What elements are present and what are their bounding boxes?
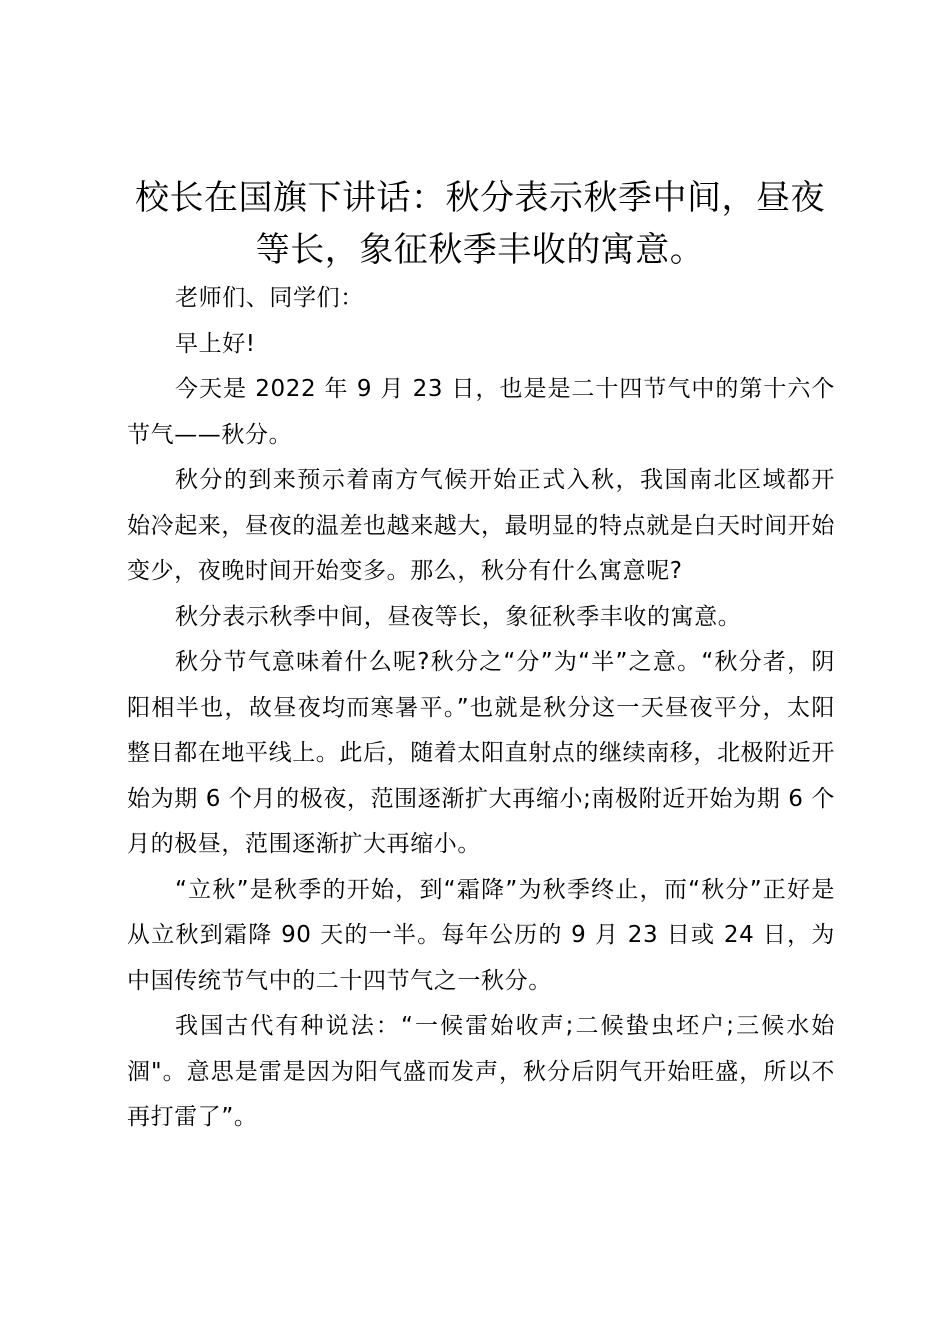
paragraph-greeting: 早上好! bbox=[175, 330, 256, 357]
document-title: 校长在国旗下讲话：秋分表示秋季中间，昼夜等长，象征秋季丰收的寓意。 bbox=[135, 178, 825, 270]
document-body bbox=[127, 276, 835, 1141]
paragraph-definition: 秋分节气意味着什么呢?秋分之“分”为“半”之意。“秋分者，阴阳相半也，故昼夜均而寒暑平。”也就是秋分这一天昼夜平分，太阳整日都在地平线上。此后，随着太阳直射点的继续南移，北极附近开始为期 6 个月的极夜，范围逐渐扩大再缩小;南极附近开始为期 6 个月的极昼，范围逐渐扩大再缩小。 bbox=[127, 649, 835, 857]
paragraph-ancient-saying: 我国古代有种说法：“一候雷始收声;二候蛰虫坯户;三候水始涸"。意思是雷是因为阳气盛而发声，秋分后阴气开始旺盛，所以不再打雷了”。 bbox=[127, 1013, 835, 1130]
paragraph-meaning: 秋分表示秋季中间，昼夜等长，象征秋季丰收的寓意。 bbox=[175, 603, 742, 630]
paragraph-date: 今天是 2022 年 9 月 23 日，也是是二十四节气中的第十六个节气——秋分。 bbox=[127, 376, 835, 448]
paragraph-climate: 秋分的到来预示着南方气候开始正式入秋，我国南北区域都开始冷起来，昼夜的温差也越来越大，最明显的特点就是白天时间开始变少，夜晚时间开始变多。那么，秋分有什么寓意呢? bbox=[127, 467, 835, 584]
paragraph-season: “立秋”是秋季的开始，到“霜降”为秋季终止，而“秋分”正好是从立秋到霜降 90 天的一半。每年公历的 9 月 23 日或 24 日，为中国传统节气中的二十四节气之一秋分。 bbox=[127, 876, 835, 994]
paragraph-salutation: 老师们、同学们： bbox=[175, 285, 364, 311]
